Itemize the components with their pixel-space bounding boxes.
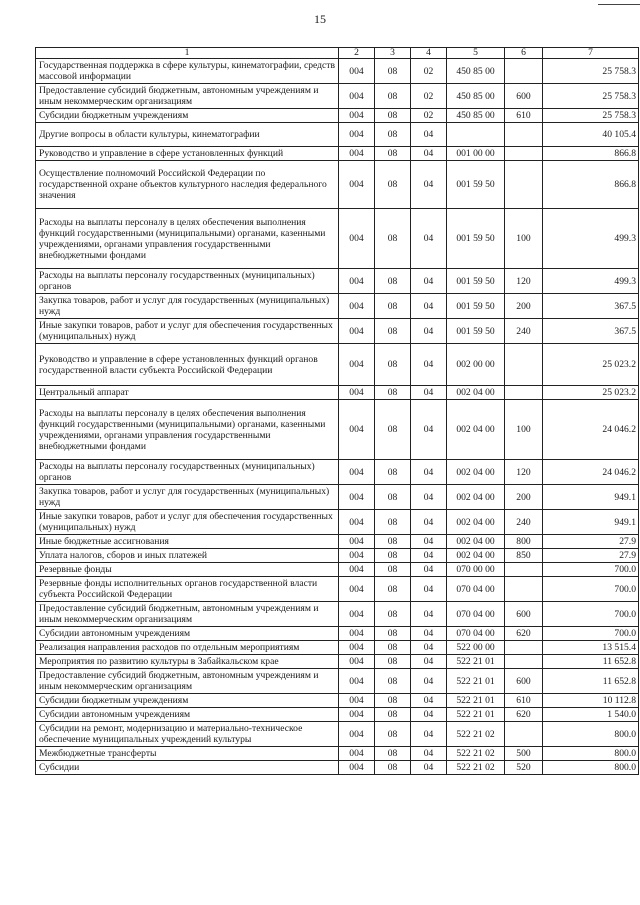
table-row xyxy=(36,747,639,761)
cell-vr: 100 xyxy=(505,400,543,460)
table-row xyxy=(36,386,639,400)
cell-vr: 800 xyxy=(505,535,543,549)
cell-sum: 1 540.0 xyxy=(543,708,639,722)
cell-name: Закупка товаров, работ и услуг для государственных (муниципальных) нужд xyxy=(36,294,339,319)
cell-sum: 499.3 xyxy=(543,269,639,294)
table-row xyxy=(36,209,639,269)
header-col-6: 6 xyxy=(505,48,543,59)
cell-csr xyxy=(447,123,505,147)
table-row xyxy=(36,269,639,294)
table-row xyxy=(36,319,639,344)
cell-name: Расходы на выплаты персоналу в целях обеспечения выполнения функций государственными (муниципальными) органами, казенными учреждениями, органами управления государственными внебюджетными фондами xyxy=(36,209,339,269)
cell-rz: 004 xyxy=(339,485,375,510)
cell-vr xyxy=(505,161,543,209)
cell-rz: 004 xyxy=(339,59,375,84)
cell-rz: 004 xyxy=(339,563,375,577)
header-row xyxy=(36,48,639,59)
cell-pr: 08 xyxy=(375,147,411,161)
cell-sum: 27.9 xyxy=(543,535,639,549)
cell-vr xyxy=(505,722,543,747)
cell-sub: 04 xyxy=(411,549,447,563)
cell-name: Предоставление субсидий бюджетным, автономным учреждениям и иным некоммерческим организациям xyxy=(36,602,339,627)
table-row xyxy=(36,510,639,535)
cell-pr: 08 xyxy=(375,386,411,400)
cell-vr: 100 xyxy=(505,209,543,269)
cell-rz: 004 xyxy=(339,669,375,694)
cell-name: Осуществление полномочий Российской Федерации по государственной охране объектов культурного наследия федерального значения xyxy=(36,161,339,209)
header-col-4: 4 xyxy=(411,48,447,59)
cell-csr: 522 00 00 xyxy=(447,641,505,655)
cell-sub: 04 xyxy=(411,161,447,209)
cell-sub: 04 xyxy=(411,319,447,344)
cell-name: Расходы на выплаты персоналу государственных (муниципальных) органов xyxy=(36,269,339,294)
cell-pr: 08 xyxy=(375,485,411,510)
cell-sub: 04 xyxy=(411,123,447,147)
cell-name: Закупка товаров, работ и услуг для государственных (муниципальных) нужд xyxy=(36,485,339,510)
cell-name: Иные закупки товаров, работ и услуг для обеспечения государственных (муниципальных) нужд xyxy=(36,510,339,535)
cell-sum: 25 758.3 xyxy=(543,109,639,123)
cell-pr: 08 xyxy=(375,84,411,109)
cell-rz: 004 xyxy=(339,109,375,123)
cell-csr: 001 59 50 xyxy=(447,209,505,269)
cell-vr xyxy=(505,59,543,84)
cell-rz: 004 xyxy=(339,722,375,747)
cell-vr: 610 xyxy=(505,694,543,708)
table-row xyxy=(36,549,639,563)
cell-sum: 700.0 xyxy=(543,602,639,627)
cell-sum: 25 758.3 xyxy=(543,59,639,84)
cell-pr: 08 xyxy=(375,535,411,549)
cell-vr: 200 xyxy=(505,485,543,510)
cell-vr: 850 xyxy=(505,549,543,563)
header-col-5: 5 xyxy=(447,48,505,59)
cell-pr: 08 xyxy=(375,577,411,602)
cell-sub: 04 xyxy=(411,460,447,485)
table-row xyxy=(36,708,639,722)
table-row xyxy=(36,655,639,669)
cell-pr: 08 xyxy=(375,655,411,669)
cell-sub: 04 xyxy=(411,386,447,400)
cell-sum: 700.0 xyxy=(543,563,639,577)
page-number: 15 xyxy=(314,12,326,26)
cell-pr: 08 xyxy=(375,627,411,641)
cell-sub: 04 xyxy=(411,147,447,161)
table-row xyxy=(36,485,639,510)
budget-table xyxy=(35,47,639,775)
table-row xyxy=(36,344,639,386)
cell-name: Государственная поддержка в сфере культуры, кинематографии, средств массовой информации xyxy=(36,59,339,84)
cell-name: Межбюджетные трансферты xyxy=(36,747,339,761)
cell-csr: 002 04 00 xyxy=(447,535,505,549)
cell-pr: 08 xyxy=(375,319,411,344)
cell-pr: 08 xyxy=(375,400,411,460)
cell-vr xyxy=(505,147,543,161)
cell-rz: 004 xyxy=(339,386,375,400)
cell-pr: 08 xyxy=(375,722,411,747)
cell-sum: 800.0 xyxy=(543,761,639,775)
cell-sub: 04 xyxy=(411,510,447,535)
cell-csr: 070 00 00 xyxy=(447,563,505,577)
cell-csr: 001 00 00 xyxy=(447,147,505,161)
cell-sum: 25 758.3 xyxy=(543,84,639,109)
cell-csr: 070 04 00 xyxy=(447,577,505,602)
cell-csr: 522 21 01 xyxy=(447,655,505,669)
cell-sub: 04 xyxy=(411,400,447,460)
cell-pr: 08 xyxy=(375,602,411,627)
cell-sub: 04 xyxy=(411,577,447,602)
cell-sub: 04 xyxy=(411,535,447,549)
cell-sum: 700.0 xyxy=(543,577,639,602)
cell-sub: 04 xyxy=(411,209,447,269)
cell-sub: 04 xyxy=(411,747,447,761)
cell-sum: 27.9 xyxy=(543,549,639,563)
cell-pr: 08 xyxy=(375,269,411,294)
cell-sub: 04 xyxy=(411,602,447,627)
cell-vr: 520 xyxy=(505,761,543,775)
cell-sub: 04 xyxy=(411,761,447,775)
cell-rz: 004 xyxy=(339,400,375,460)
cell-csr: 522 21 02 xyxy=(447,747,505,761)
header-col-3: 3 xyxy=(375,48,411,59)
cell-sub: 04 xyxy=(411,294,447,319)
cell-name: Предоставление субсидий бюджетным, автономным учреждениям и иным некоммерческим организациям xyxy=(36,669,339,694)
cell-sub: 02 xyxy=(411,109,447,123)
table-row xyxy=(36,694,639,708)
cell-vr xyxy=(505,123,543,147)
cell-sub: 04 xyxy=(411,627,447,641)
cell-rz: 004 xyxy=(339,747,375,761)
header-col-2: 2 xyxy=(339,48,375,59)
cell-sum: 700.0 xyxy=(543,627,639,641)
cell-name: Субсидии автономным учреждениям xyxy=(36,627,339,641)
cell-sub: 04 xyxy=(411,641,447,655)
cell-pr: 08 xyxy=(375,563,411,577)
cell-rz: 004 xyxy=(339,694,375,708)
cell-rz: 004 xyxy=(339,161,375,209)
cell-pr: 08 xyxy=(375,59,411,84)
cell-csr: 001 59 50 xyxy=(447,269,505,294)
table-row xyxy=(36,577,639,602)
table-row xyxy=(36,535,639,549)
cell-vr: 610 xyxy=(505,109,543,123)
table-row xyxy=(36,84,639,109)
cell-csr: 450 85 00 xyxy=(447,59,505,84)
table-row xyxy=(36,641,639,655)
table-row xyxy=(36,722,639,747)
cell-csr: 450 85 00 xyxy=(447,84,505,109)
cell-name: Субсидии бюджетным учреждениям xyxy=(36,694,339,708)
table-row xyxy=(36,669,639,694)
cell-csr: 070 04 00 xyxy=(447,602,505,627)
cell-name: Руководство и управление в сфере установленных функций органов государственной власти субъекта Российской Федерации xyxy=(36,344,339,386)
table-row xyxy=(36,161,639,209)
cell-name: Расходы на выплаты персоналу государственных (муниципальных) органов xyxy=(36,460,339,485)
cell-name: Другие вопросы в области культуры, кинематографии xyxy=(36,123,339,147)
header-col-7: 7 xyxy=(543,48,639,59)
table-row xyxy=(36,602,639,627)
cell-sum: 949.1 xyxy=(543,485,639,510)
cell-vr xyxy=(505,655,543,669)
cell-rz: 004 xyxy=(339,319,375,344)
cell-pr: 08 xyxy=(375,708,411,722)
table-row xyxy=(36,123,639,147)
cell-rz: 004 xyxy=(339,123,375,147)
cell-pr: 08 xyxy=(375,460,411,485)
cell-sum: 949.1 xyxy=(543,510,639,535)
cell-csr: 001 59 50 xyxy=(447,294,505,319)
cell-rz: 004 xyxy=(339,627,375,641)
cell-rz: 004 xyxy=(339,344,375,386)
cell-sum: 11 652.8 xyxy=(543,669,639,694)
cell-vr: 240 xyxy=(505,319,543,344)
cell-vr xyxy=(505,577,543,602)
cell-sum: 800.0 xyxy=(543,722,639,747)
cell-csr: 522 21 02 xyxy=(447,722,505,747)
cell-pr: 08 xyxy=(375,123,411,147)
cell-csr: 002 04 00 xyxy=(447,386,505,400)
cell-rz: 004 xyxy=(339,510,375,535)
cell-csr: 002 00 00 xyxy=(447,344,505,386)
cell-vr: 600 xyxy=(505,669,543,694)
cell-name: Расходы на выплаты персоналу в целях обеспечения выполнения функций государственными (муниципальными) органами, казенными учреждениями, органами управления государственными внебюджетными фондами xyxy=(36,400,339,460)
cell-vr xyxy=(505,386,543,400)
cell-sub: 02 xyxy=(411,59,447,84)
table-row xyxy=(36,147,639,161)
cell-sum: 367.5 xyxy=(543,294,639,319)
table-row xyxy=(36,563,639,577)
header-col-1: 1 xyxy=(36,48,339,59)
cell-rz: 004 xyxy=(339,209,375,269)
cell-vr: 200 xyxy=(505,294,543,319)
cell-sub: 04 xyxy=(411,655,447,669)
cell-pr: 08 xyxy=(375,161,411,209)
cell-csr: 002 04 00 xyxy=(447,400,505,460)
cell-pr: 08 xyxy=(375,747,411,761)
cell-csr: 001 59 50 xyxy=(447,161,505,209)
cell-sub: 04 xyxy=(411,722,447,747)
cell-rz: 004 xyxy=(339,602,375,627)
table-row xyxy=(36,761,639,775)
cell-vr: 120 xyxy=(505,269,543,294)
cell-vr xyxy=(505,563,543,577)
cell-pr: 08 xyxy=(375,549,411,563)
cell-pr: 08 xyxy=(375,694,411,708)
cell-csr: 522 21 01 xyxy=(447,669,505,694)
cell-rz: 004 xyxy=(339,549,375,563)
cell-name: Субсидии бюджетным учреждениям xyxy=(36,109,339,123)
cell-vr: 240 xyxy=(505,510,543,535)
cell-sub: 02 xyxy=(411,84,447,109)
cell-name: Уплата налогов, сборов и иных платежей xyxy=(36,549,339,563)
cell-name: Субсидии на ремонт, модернизацию и материально-техническое обеспечение муниципальных учреждений культуры xyxy=(36,722,339,747)
table-row xyxy=(36,294,639,319)
cell-sub: 04 xyxy=(411,694,447,708)
cell-sub: 04 xyxy=(411,669,447,694)
cell-csr: 002 04 00 xyxy=(447,460,505,485)
cell-sub: 04 xyxy=(411,708,447,722)
cell-vr xyxy=(505,344,543,386)
cell-csr: 522 21 02 xyxy=(447,761,505,775)
cell-name: Иные закупки товаров, работ и услуг для обеспечения государственных (муниципальных) нужд xyxy=(36,319,339,344)
cell-name: Субсидии xyxy=(36,761,339,775)
cell-name: Резервные фонды xyxy=(36,563,339,577)
cell-vr: 620 xyxy=(505,708,543,722)
cell-rz: 004 xyxy=(339,269,375,294)
table-row xyxy=(36,627,639,641)
table-row xyxy=(36,400,639,460)
cell-name: Руководство и управление в сфере установленных функций xyxy=(36,147,339,161)
cell-rz: 004 xyxy=(339,708,375,722)
cell-rz: 004 xyxy=(339,641,375,655)
cell-sub: 04 xyxy=(411,563,447,577)
cell-name: Субсидии автономным учреждениям xyxy=(36,708,339,722)
cell-sum: 13 515.4 xyxy=(543,641,639,655)
cell-vr: 120 xyxy=(505,460,543,485)
cell-name: Реализация направления расходов по отдельным мероприятиям xyxy=(36,641,339,655)
cell-sum: 40 105.4 xyxy=(543,123,639,147)
cell-csr: 002 04 00 xyxy=(447,510,505,535)
cell-csr: 002 04 00 xyxy=(447,549,505,563)
table-row xyxy=(36,460,639,485)
cell-csr: 070 04 00 xyxy=(447,627,505,641)
table-row xyxy=(36,59,639,84)
table-row xyxy=(36,109,639,123)
cell-sub: 04 xyxy=(411,344,447,386)
cell-pr: 08 xyxy=(375,294,411,319)
cell-pr: 08 xyxy=(375,641,411,655)
cell-sum: 24 046.2 xyxy=(543,400,639,460)
top-edge-line xyxy=(598,4,640,5)
cell-rz: 004 xyxy=(339,655,375,669)
cell-rz: 004 xyxy=(339,147,375,161)
cell-vr: 500 xyxy=(505,747,543,761)
cell-name: Резервные фонды исполнительных органов государственной власти субъекта Российской Федерации xyxy=(36,577,339,602)
cell-pr: 08 xyxy=(375,109,411,123)
cell-csr: 522 21 01 xyxy=(447,708,505,722)
cell-vr: 600 xyxy=(505,602,543,627)
cell-name: Предоставление субсидий бюджетным, автономным учреждениям и иным некоммерческим организациям xyxy=(36,84,339,109)
cell-sub: 04 xyxy=(411,269,447,294)
cell-csr: 002 04 00 xyxy=(447,485,505,510)
cell-sum: 499.3 xyxy=(543,209,639,269)
cell-csr: 001 59 50 xyxy=(447,319,505,344)
cell-vr xyxy=(505,641,543,655)
cell-rz: 004 xyxy=(339,460,375,485)
cell-rz: 004 xyxy=(339,84,375,109)
cell-pr: 08 xyxy=(375,669,411,694)
cell-pr: 08 xyxy=(375,344,411,386)
cell-sum: 800.0 xyxy=(543,747,639,761)
cell-csr: 522 21 01 xyxy=(447,694,505,708)
cell-pr: 08 xyxy=(375,510,411,535)
cell-vr: 600 xyxy=(505,84,543,109)
cell-pr: 08 xyxy=(375,761,411,775)
cell-sum: 866.8 xyxy=(543,147,639,161)
cell-sum: 25 023.2 xyxy=(543,344,639,386)
cell-sum: 10 112.8 xyxy=(543,694,639,708)
cell-name: Иные бюджетные ассигнования xyxy=(36,535,339,549)
cell-name: Мероприятия по развитию культуры в Забайкальском крае xyxy=(36,655,339,669)
cell-sum: 367.5 xyxy=(543,319,639,344)
cell-sum: 24 046.2 xyxy=(543,460,639,485)
cell-sum: 866.8 xyxy=(543,161,639,209)
cell-rz: 004 xyxy=(339,577,375,602)
cell-sum: 11 652.8 xyxy=(543,655,639,669)
cell-sum: 25 023.2 xyxy=(543,386,639,400)
cell-csr: 450 85 00 xyxy=(447,109,505,123)
cell-rz: 004 xyxy=(339,761,375,775)
cell-pr: 08 xyxy=(375,209,411,269)
cell-rz: 004 xyxy=(339,294,375,319)
cell-rz: 004 xyxy=(339,535,375,549)
cell-vr: 620 xyxy=(505,627,543,641)
cell-name: Центральный аппарат xyxy=(36,386,339,400)
cell-sub: 04 xyxy=(411,485,447,510)
